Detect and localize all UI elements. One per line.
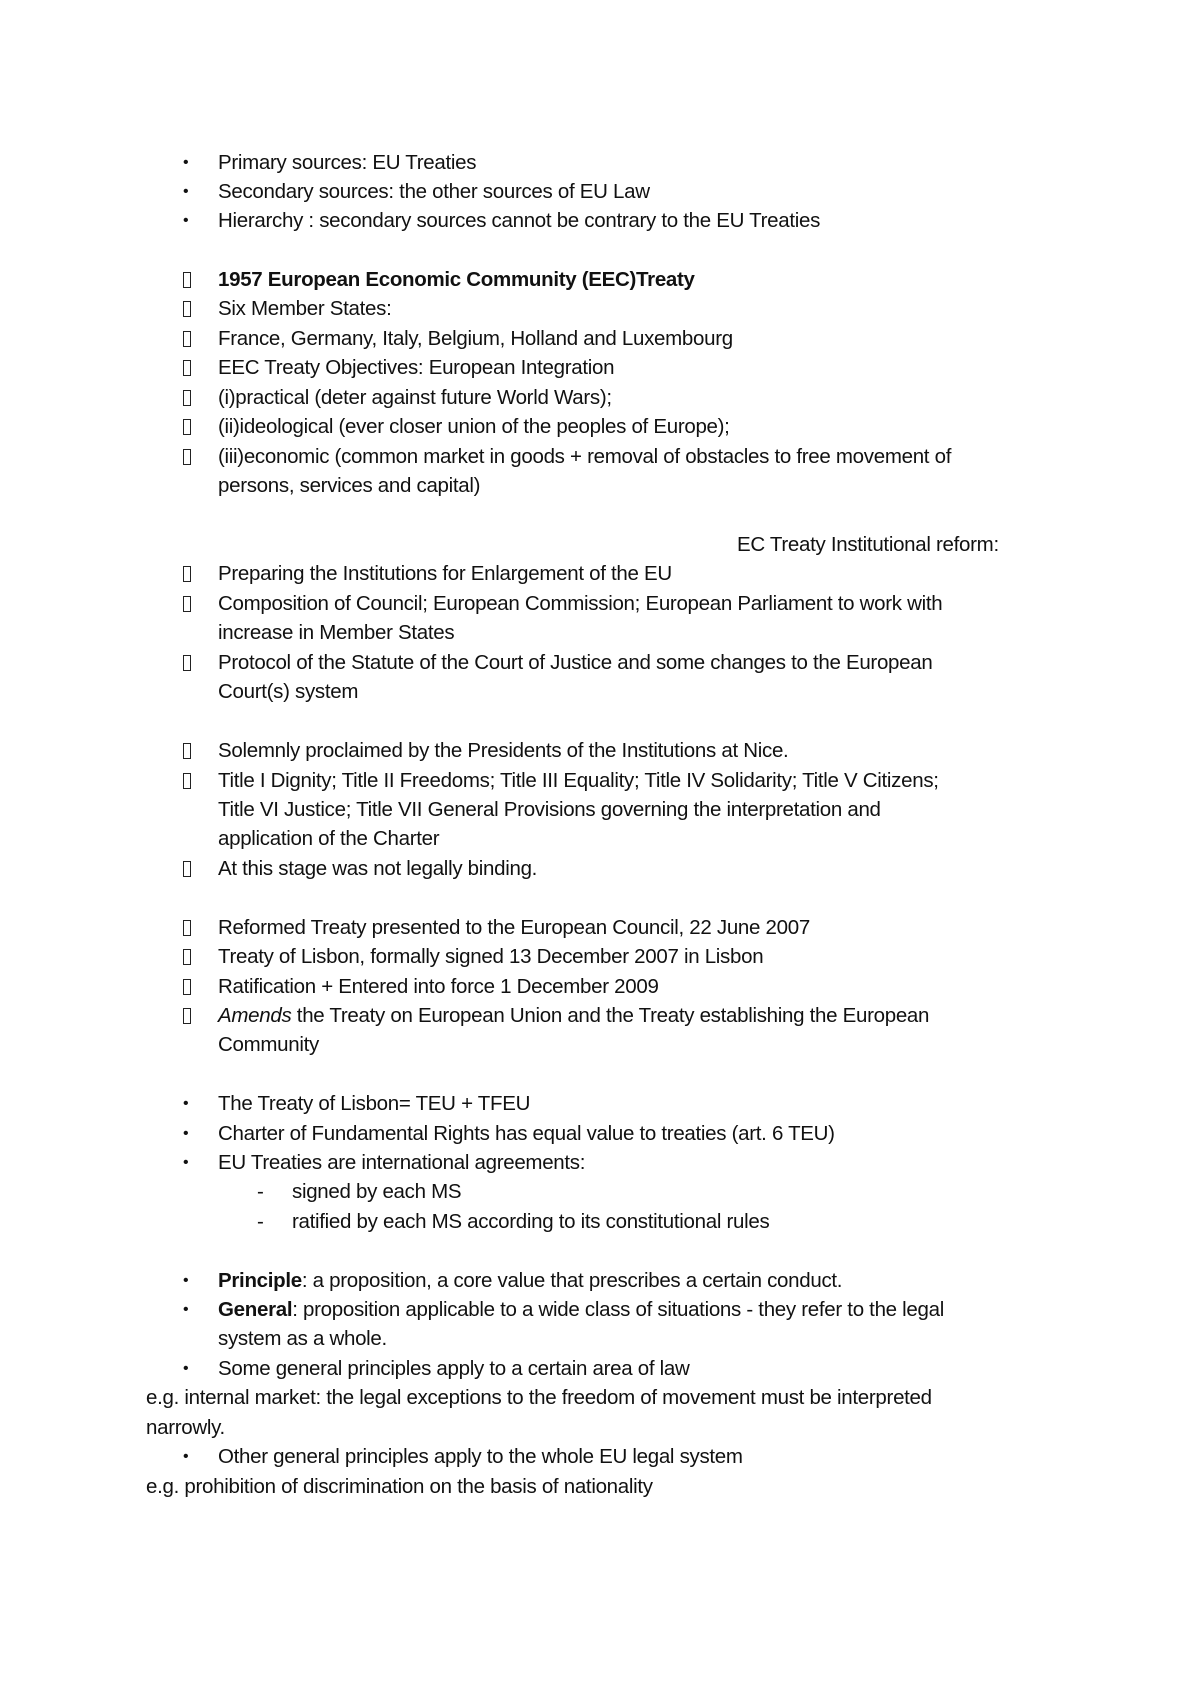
amends-rest: the Treaty on European Union and the Treaty establishing the European (291, 1004, 930, 1027)
bullet-dot-icon: • (183, 183, 189, 200)
general-text: : proposition applicable to a wide class of situations - they refer to the legal (292, 1298, 944, 1321)
list-item-continuation: system as a whole. (218, 1327, 387, 1350)
box-bullet-icon (183, 559, 203, 588)
dash-bullet-icon: - (257, 1180, 264, 1203)
box-bullet-icon (183, 589, 203, 618)
list-item: France, Germany, Italy, Belgium, Holland and Luxembourg (218, 327, 733, 350)
list-item: Solemnly proclaimed by the Presidents of the Institutions at Nice. (218, 739, 789, 762)
box-bullet-icon (183, 1001, 203, 1030)
list-item-continuation: increase in Member States (218, 621, 455, 644)
box-bullet-icon (183, 294, 203, 323)
list-item: Charter of Fundamental Rights has equal value to treaties (art. 6 TEU) (218, 1122, 835, 1145)
bullet-dot-icon: • (183, 1154, 189, 1171)
bullet-dot-icon: • (183, 1125, 189, 1142)
list-item: Ratification + Entered into force 1 December 2009 (218, 975, 659, 998)
bullet-dot-icon: • (183, 1272, 189, 1289)
list-item: Hierarchy : secondary sources cannot be contrary to the EU Treaties (218, 209, 821, 232)
box-bullet-icon (183, 648, 203, 677)
bullet-dot-icon: • (183, 1360, 189, 1377)
list-item: (ii)ideological (ever closer union of the peoples of Europe); (218, 415, 730, 438)
sub-list-item: signed by each MS (292, 1180, 462, 1203)
list-item: Preparing the Institutions for Enlargement of the EU (218, 562, 672, 585)
list-item: EEC Treaty Objectives: European Integration (218, 356, 615, 379)
list-item: Treaty of Lisbon, formally signed 13 December 2007 in Lisbon (218, 945, 764, 968)
general-label: General (218, 1298, 293, 1321)
list-item: Protocol of the Statute of the Court of Justice and some changes to the European (218, 651, 933, 674)
list-item: Reformed Treaty presented to the European Council, 22 June 2007 (218, 916, 810, 939)
bullet-dot-icon: • (183, 212, 189, 229)
bullet-dot-icon: • (183, 1301, 189, 1318)
list-item: The Treaty of Lisbon= TEU + TFEU (218, 1092, 531, 1115)
bullet-dot-icon: • (183, 1095, 189, 1112)
list-item: Some general principles apply to a certain area of law (218, 1357, 690, 1380)
list-item (218, 1295, 1088, 1324)
example-text: e.g. internal market: the legal exceptions to the freedom of movement must be interpreted (146, 1386, 932, 1409)
box-bullet-icon (183, 353, 203, 382)
list-item: EU Treaties are international agreements: (218, 1151, 586, 1174)
dash-bullet-icon: - (257, 1210, 264, 1233)
list-item: Other general principles apply to the whole EU legal system (218, 1445, 743, 1468)
box-bullet-icon (183, 383, 203, 412)
example-text: e.g. prohibition of discrimination on the basis of nationality (146, 1475, 653, 1498)
box-bullet-icon (183, 854, 203, 883)
list-item: (i)practical (deter against future World Wars); (218, 386, 612, 409)
box-bullet-icon (183, 736, 203, 765)
bullet-dot-icon: • (183, 154, 189, 171)
list-item: Title I Dignity; Title II Freedoms; Title III Equality; Title IV Solidarity; Title V Citizens; (218, 769, 939, 792)
section-heading: EC Treaty Institutional reform: (737, 533, 999, 556)
list-item-continuation: application of the Charter (218, 827, 440, 850)
list-item-continuation: Title VI Justice; Title VII General Provisions governing the interpretation and (218, 798, 881, 821)
sub-list-item: ratified by each MS according to its constitutional rules (292, 1210, 770, 1233)
list-item: Six Member States: (218, 297, 392, 320)
box-bullet-icon (183, 324, 203, 353)
box-bullet-icon (183, 913, 203, 942)
principle-label: Principle (218, 1269, 302, 1292)
section-heading: 1957 European Economic Community (EEC)Treaty (218, 268, 695, 291)
box-bullet-icon (183, 766, 203, 795)
list-item-continuation: Community (218, 1033, 319, 1056)
box-bullet-icon (183, 265, 203, 294)
list-item (218, 1266, 1088, 1295)
list-item: At this stage was not legally binding. (218, 857, 538, 880)
box-bullet-icon (183, 942, 203, 971)
example-text: narrowly. (146, 1416, 225, 1439)
list-item: (iii)economic (common market in goods + removal of obstacles to free movement of (218, 445, 952, 468)
list-item-continuation: Court(s) system (218, 680, 359, 703)
principle-text: : a proposition, a core value that prescribes a certain conduct. (301, 1269, 843, 1292)
list-item-continuation: persons, services and capital) (218, 474, 481, 497)
box-bullet-icon (183, 412, 203, 441)
list-item: Primary sources: EU Treaties (218, 151, 477, 174)
list-item: Secondary sources: the other sources of EU Law (218, 180, 650, 203)
list-item: Composition of Council; European Commission; European Parliament to work with (218, 592, 943, 615)
box-bullet-icon (183, 972, 203, 1001)
box-bullet-icon (183, 442, 203, 471)
amends-word: Amends (218, 1004, 292, 1027)
list-item (218, 1001, 1088, 1030)
bullet-dot-icon: • (183, 1448, 189, 1465)
